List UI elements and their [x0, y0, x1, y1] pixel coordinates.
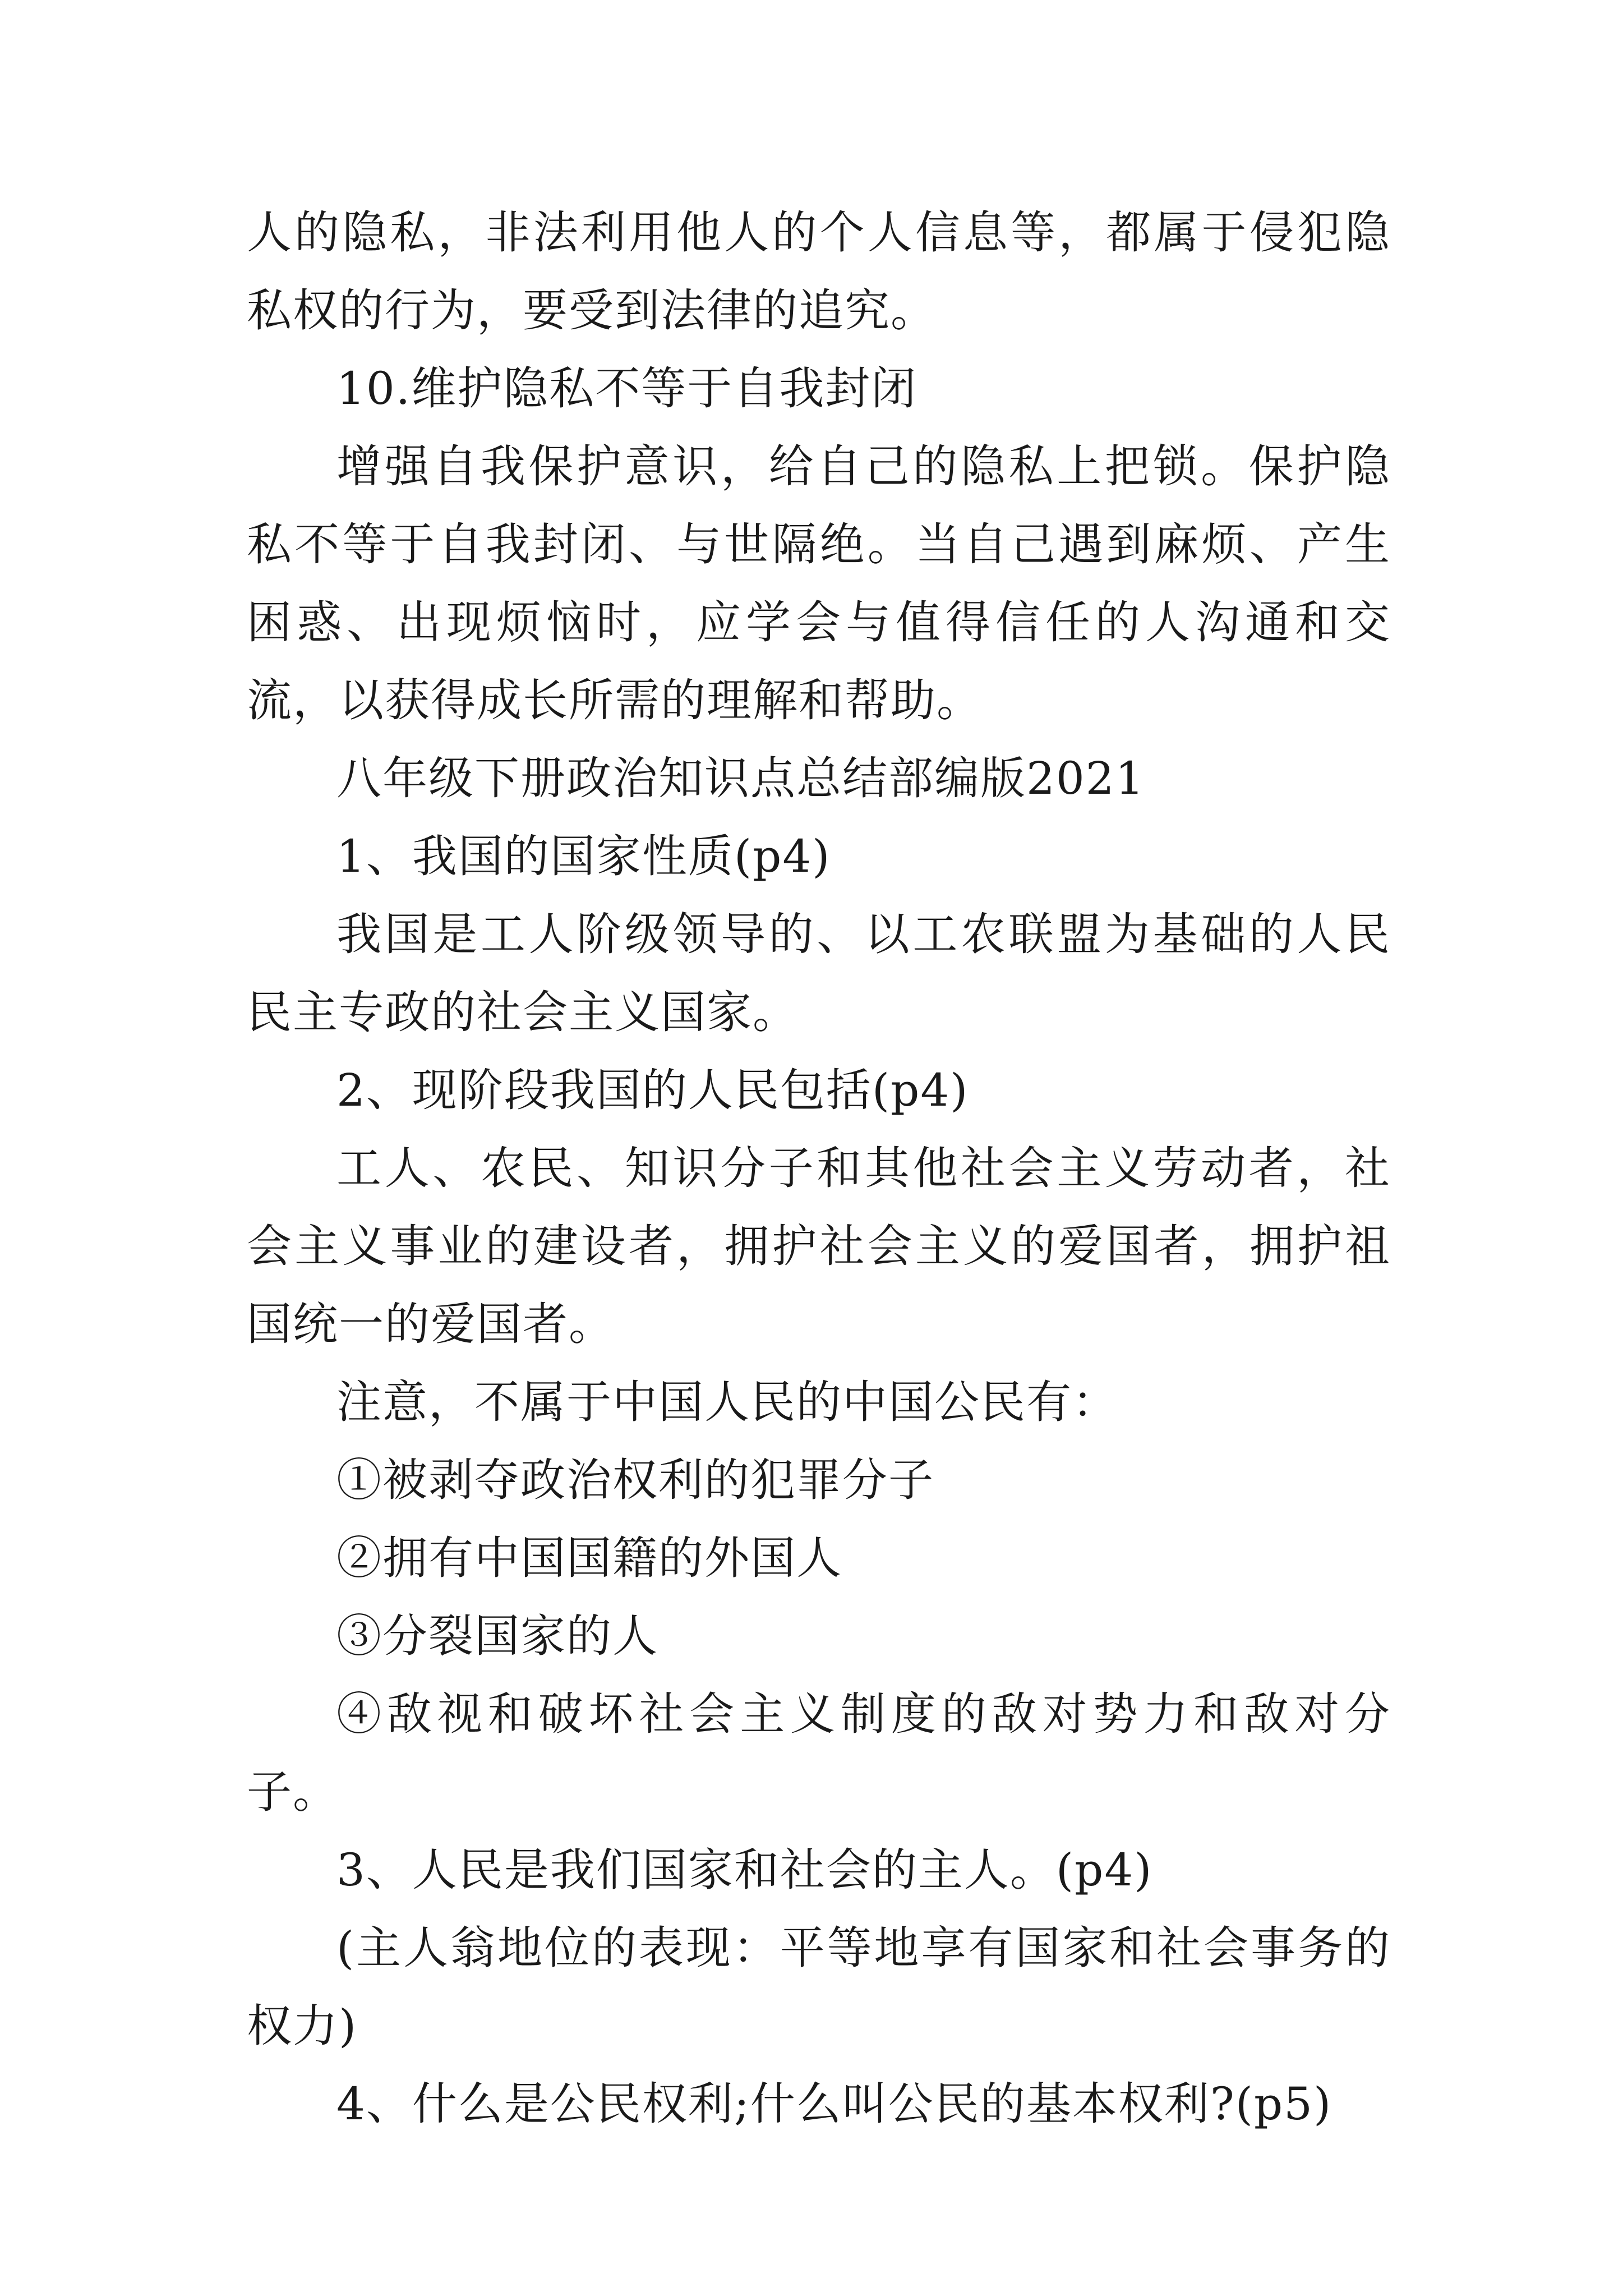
- document-body: [247, 194, 1391, 2143]
- list-item: ③分裂国家的人: [336, 1610, 658, 1662]
- list-item: ②拥有中国国籍的外国人: [336, 1532, 842, 1584]
- paragraph-state-nature: 我国是工人阶级领导的、以工农联盟为基础的人民民主专政的社会主义国家。: [247, 908, 1391, 1038]
- list-item: ④敌视和破坏社会主义制度的敌对势力和敌对分子。: [247, 1688, 1391, 1818]
- paragraph-self-protection: 增强自我保护意识，给自己的隐私上把锁。保护隐私不等于自我封闭、与世隔绝。当自己遇到麻烦、产生困惑、出现烦恼时，应学会与值得信任的人沟通和交流，以获得成长所需的理解和帮助。: [247, 440, 1391, 726]
- section-title: 八年级下册政治知识点总结部编版2021: [336, 752, 1145, 804]
- heading-privacy-not-isolation: 10.维护隐私不等于自我封闭: [336, 362, 917, 415]
- heading-citizen-rights: 4、什么是公民权利;什么叫公民的基本权利?(p5): [336, 2078, 1332, 2130]
- list-item: ①被剥夺政治权利的犯罪分子: [336, 1454, 934, 1506]
- paragraph-master-status: (主人翁地位的表现：平等地享有国家和社会事务的权力): [247, 1922, 1391, 2052]
- heading-people-masters: 3、人民是我们国家和社会的主人。(p4): [336, 1844, 1153, 1896]
- heading-state-nature: 1、我国的国家性质(p4): [336, 830, 831, 882]
- paragraph-people-include: 工人、农民、知识分子和其他社会主义劳动者，社会主义事业的建设者，拥护社会主义的爱国者，拥护祖国统一的爱国者。: [247, 1142, 1391, 1350]
- paragraph-privacy-continued: 人的隐私，非法利用他人的个人信息等，都属于侵犯隐私权的行为，要受到法律的追究。: [247, 206, 1391, 337]
- note-not-people: 注意，不属于中国人民的中国公民有：: [336, 1376, 1118, 1428]
- heading-people-include: 2、现阶段我国的人民包括(p4): [336, 1064, 969, 1116]
